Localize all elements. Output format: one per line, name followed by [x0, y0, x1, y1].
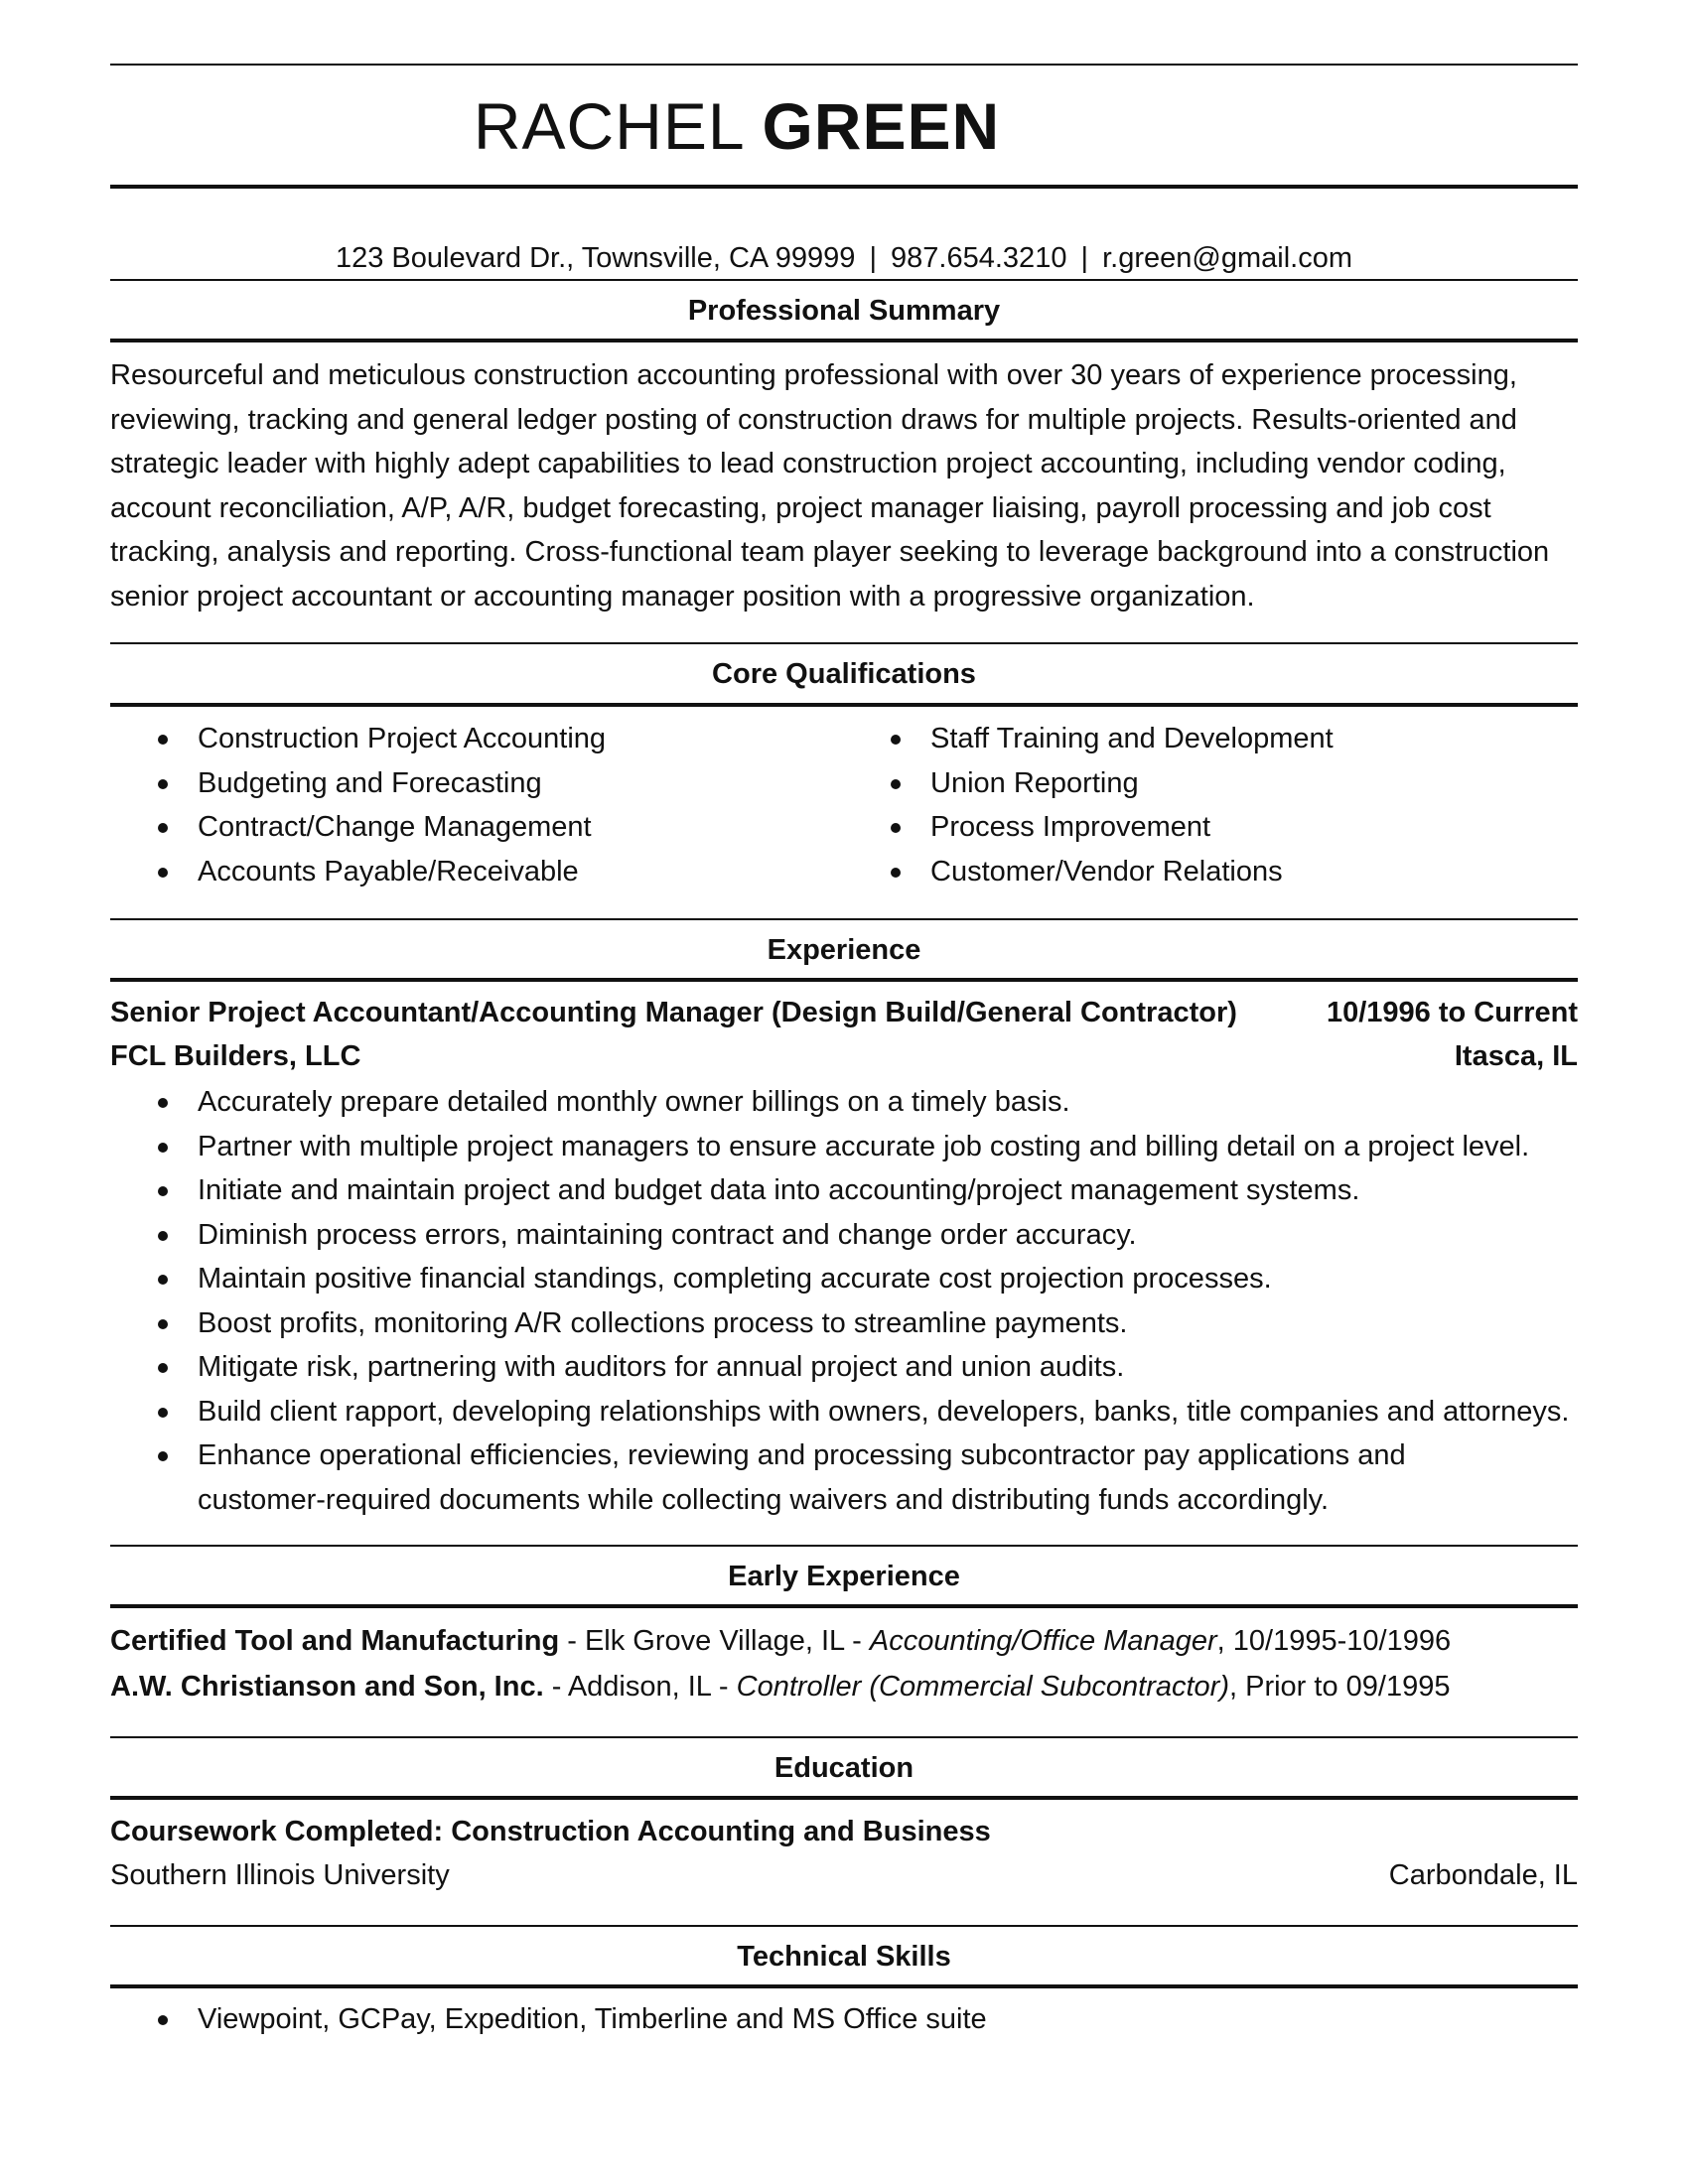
job-bullet: Build client rapport, developing relationships with owners, developers, banks, title companies and attorneys. — [110, 1390, 1578, 1434]
coursework: : Construction Accounting and Business — [433, 1816, 991, 1847]
section-rule — [110, 1604, 1578, 1608]
qualification-item: Customer/Vendor Relations — [843, 850, 1334, 894]
qualifications-right — [843, 717, 1334, 893]
qualification-item: Construction Project Accounting — [110, 717, 606, 761]
contact-line — [110, 240, 1578, 276]
section-rule — [110, 339, 1578, 342]
early-location: - Addison, IL - — [543, 1671, 737, 1703]
skill-item: Viewpoint, GCPay, Expedition, Timberline and MS Office suite — [110, 1997, 1578, 2042]
job-bullets — [110, 1080, 1578, 1522]
section-title-early-experience: Early Experience — [728, 1561, 960, 1592]
early-location: - Elk Grove Village, IL - — [559, 1625, 870, 1657]
coursework-label: Coursework Completed — [110, 1816, 434, 1847]
separator: | — [1080, 242, 1089, 274]
section-title-qualifications: Core Qualifications — [712, 658, 976, 690]
section-rule — [110, 1545, 1578, 1547]
job-location: Itasca, IL — [1454, 1040, 1578, 1072]
candidate-name — [110, 87, 1363, 165]
section-rule — [110, 642, 1578, 644]
section-title-education: Education — [774, 1752, 914, 1784]
resume-page — [110, 0, 1578, 2184]
coursework-line — [110, 1812, 991, 1851]
section-rule — [110, 1925, 1578, 1927]
address: 123 Boulevard Dr., Townsville, CA 99999 — [335, 242, 856, 274]
early-role: Controller (Commercial Subcontractor) — [736, 1671, 1229, 1703]
first-name: RACHEL — [473, 89, 744, 163]
job-bullet: Maintain positive financial standings, completing accurate cost projection processes. — [110, 1257, 1578, 1301]
section-rule — [110, 978, 1578, 982]
job-bullet: Enhance operational efficiencies, reviewing and processing subcontractor pay applications and customer-required documents while collecting waivers and distributing funds accordingly. — [110, 1433, 1578, 1522]
summary-text: Resourceful and meticulous construction accounting professional with over 30 years of experience processing, reviewing, tracking and general ledger posting of construction draws for multiple projects. Results-oriented and strategic leader with highly adept capabilities to lead construction project accounting, including vendor coding, account reconciliation, A/P, A/R, budget forecasting, project manager liaising, payroll processing and job cost tracking, analysis and reporting. Cross-functional team player seeking to leverage background into a construction senior project accountant or accounting manager position with a progressive organization. — [110, 359, 1550, 613]
early-entry — [110, 1664, 1578, 1709]
section-rule — [110, 1796, 1578, 1800]
job-bullet: Accurately prepare detailed monthly owner billings on a timely basis. — [110, 1080, 1578, 1125]
section-title-skills: Technical Skills — [737, 1941, 951, 1973]
early-company: Certified Tool and Manufacturing — [110, 1625, 560, 1657]
section-rule — [110, 1984, 1578, 1988]
section-title-summary: Professional Summary — [687, 295, 1001, 327]
early-company: A.W. Christianson and Son, Inc. — [110, 1671, 544, 1703]
job-bullet: Boost profits, monitoring A/R collections process to streamline payments. — [110, 1301, 1578, 1346]
job-company: FCL Builders, LLC — [110, 1040, 361, 1072]
top-rule — [110, 64, 1578, 66]
section-rule — [110, 703, 1578, 707]
section-title-experience: Experience — [767, 934, 921, 966]
qualification-item: Contract/Change Management — [110, 805, 606, 850]
skills-list — [110, 1997, 1578, 2042]
early-dates: , 10/1995-10/1996 — [1216, 1625, 1452, 1657]
qualification-item: Budgeting and Forecasting — [110, 761, 606, 806]
job-dates: 10/1996 to Current — [1326, 997, 1578, 1028]
school-location: Carbondale, IL — [1388, 1859, 1578, 1891]
job-bullet: Mitigate risk, partnering with auditors for annual project and union audits. — [110, 1345, 1578, 1390]
job-bullet: Partner with multiple project managers to ensure accurate job costing and billing detail on a project level. — [110, 1125, 1578, 1169]
last-name: GREEN — [762, 89, 1001, 163]
qualification-item: Union Reporting — [843, 761, 1334, 806]
qualification-item: Staff Training and Development — [843, 717, 1334, 761]
early-entry — [110, 1618, 1578, 1664]
early-dates: , Prior to 09/1995 — [1229, 1671, 1451, 1703]
early-role: Accounting/Office Manager — [869, 1625, 1217, 1657]
job-title: Senior Project Accountant/Accounting Manager (Design Build/General Contractor) — [110, 997, 1237, 1028]
job-bullet: Diminish process errors, maintaining contract and change order accuracy. — [110, 1213, 1578, 1258]
qualification-item: Accounts Payable/Receivable — [110, 850, 606, 894]
job-bullet: Initiate and maintain project and budget data into accounting/project management systems. — [110, 1168, 1578, 1213]
section-rule — [110, 918, 1578, 920]
section-rule — [110, 279, 1578, 281]
phone: 987.654.3210 — [891, 242, 1067, 274]
name-rule — [110, 185, 1578, 189]
section-rule — [110, 1736, 1578, 1738]
qualifications-left — [110, 717, 606, 893]
school-name: Southern Illinois University — [110, 1859, 450, 1891]
qualification-item: Process Improvement — [843, 805, 1334, 850]
separator: | — [869, 242, 877, 274]
email: r.green@gmail.com — [1102, 242, 1352, 274]
